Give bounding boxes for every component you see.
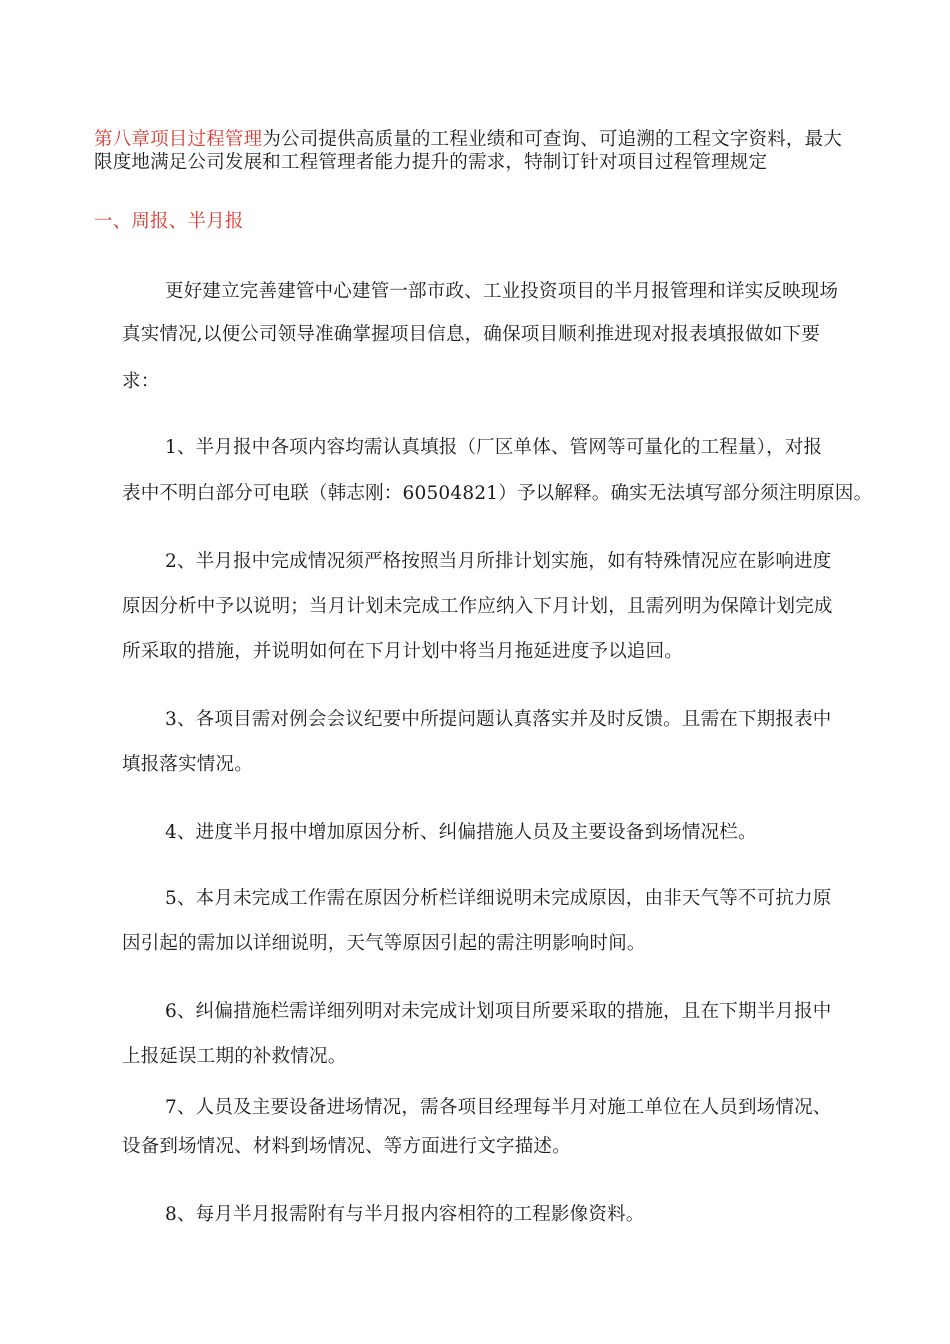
list-item-6-line-2: 上报延误工期的补救情况。 [122, 1046, 347, 1067]
body-paragraph-line: 真实情况,以便公司领导准确掌握项目信息，确保项目顺利推进现对报表填报做如下要 [122, 324, 820, 345]
list-item-8-line-1: 8、每月半月报需附有与半月报内容相符的工程影像资料。 [165, 1204, 645, 1225]
list-item-7-line-2: 设备到场情况、材料到场情况、等方面进行文字描述。 [122, 1136, 571, 1157]
list-item-6-line-1: 6、纠偏措施栏需详细列明对未完成计划项目所要采取的措施，且在下期半月报中 [165, 1001, 832, 1022]
list-item-7-line-1: 7、人员及主要设备进场情况，需各项目经理每半月对施工单位在人员到场情况、 [165, 1097, 832, 1118]
intro-text-1: 为公司提供高质量的工程业绩和可查询、可追溯的工程文字资料，最大 [262, 129, 843, 150]
list-item-5-line-1: 5、本月未完成工作需在原因分析栏详细说明未完成原因，由非天气等不可抗力原 [165, 888, 832, 909]
list-item-1-line-1: 1、半月报中各项内容均需认真填报（厂区单体、管网等可量化的工程量），对报 [165, 437, 823, 458]
list-item-2-line-1: 2、半月报中完成情况须严格按照当月所排计划实施，如有特殊情况应在影响进度 [165, 551, 832, 572]
body-paragraph-line: 求： [122, 371, 160, 392]
list-item-4-line-1: 4、进度半月报中增加原因分析、纠偏措施人员及主要设备到场情况栏。 [165, 822, 757, 843]
list-item-3-line-1: 3、各项目需对例会会议纪要中所提问题认真落实并及时反馈。且需在下期报表中 [165, 709, 832, 730]
body-paragraph-line: 更好建立完善建管中心建管一部市政、工业投资项目的半月报管理和详实反映现场 [165, 281, 839, 302]
section-heading: 一、周报、半月报 [94, 211, 244, 232]
list-item-2-line-3: 所采取的措施，并说明如何在下月计划中将当月拖延进度予以追回。 [122, 641, 684, 662]
list-item-2-line-2: 原因分析中予以说明；当月计划未完成工作应纳入下月计划，且需列明为保障计划完成 [122, 596, 833, 617]
intro-line-2: 限度地满足公司发展和工程管理者能力提升的需求，特制订针对项目过程管理规定 [94, 152, 768, 173]
list-item-5-line-2: 因引起的需加以详细说明，天气等原因引起的需注明影响时间。 [122, 933, 646, 954]
chapter-title: 第八章项目过程管理 [94, 129, 263, 150]
list-item-1-line-2: 表中不明白部分可电联（韩志刚：60504821）予以解释。确实无法填写部分须注明原因。 [122, 483, 873, 504]
intro-line-1 [94, 128, 842, 152]
list-item-3-line-2: 填报落实情况。 [122, 754, 253, 775]
